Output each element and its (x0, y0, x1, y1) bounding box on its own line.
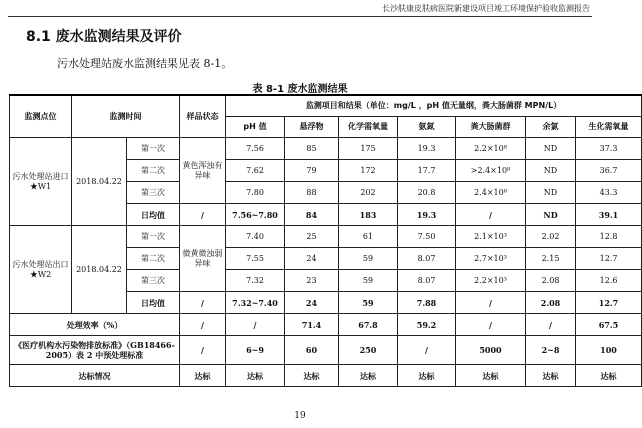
table-row (10, 138, 642, 160)
avg-state: / (180, 204, 226, 226)
value-cell: 24 (285, 248, 339, 270)
header-item: 粪大肠菌群 (456, 117, 526, 138)
value-cell: / (456, 292, 526, 314)
value-cell: 172 (339, 160, 398, 182)
value-cell: 59 (339, 292, 398, 314)
value-cell: 12.7 (576, 292, 642, 314)
value-cell: 7.32 (226, 270, 285, 292)
value-cell: 达标 (456, 365, 526, 387)
value-cell: 59.2 (398, 314, 456, 336)
value-cell: 59 (339, 248, 398, 270)
value-cell: 175 (339, 138, 398, 160)
section-name: 废水监测结果及评价 (55, 29, 182, 45)
value-cell: 7.56 (226, 138, 285, 160)
value-cell: 7.40 (226, 226, 285, 248)
header-item: pH 值 (226, 117, 285, 138)
value-cell: 达标 (398, 365, 456, 387)
value-cell: 2.2×10⁸ (456, 138, 526, 160)
value-cell: / (456, 204, 526, 226)
value-cell: 达标 (526, 365, 576, 387)
avg-label: 日均值 (127, 292, 180, 314)
header-result-group: 监测项目和结果（单位：mg/L ，pH 值无量纲，粪大肠菌群 MPN/L） (226, 95, 642, 117)
standard-state: / (180, 336, 226, 365)
value-cell: 达标 (180, 365, 226, 387)
value-cell: 39.1 (576, 204, 642, 226)
value-cell: 2.4×10⁸ (456, 182, 526, 204)
table-row-standard (10, 336, 642, 365)
section-title (26, 26, 182, 46)
value-cell: 6~9 (226, 336, 285, 365)
value-cell: 2.08 (526, 270, 576, 292)
value-cell: 达标 (339, 365, 398, 387)
page-number: 19 (294, 411, 306, 421)
sample-state: 黄色浑浊有异味 (180, 138, 226, 204)
report-header-title: 长沙肤康皮肤病医院新建设项目竣工环境保护验收监测报告 (382, 4, 590, 13)
value-cell: 2.2×10³ (456, 270, 526, 292)
section-number: 8.1 (26, 29, 51, 45)
header-item: 氨氮 (398, 117, 456, 138)
value-cell: 19.3 (398, 204, 456, 226)
value-cell: 17.7 (398, 160, 456, 182)
run-label: 第三次 (127, 182, 180, 204)
value-cell: 2.7×10³ (456, 248, 526, 270)
run-label: 第二次 (127, 248, 180, 270)
value-cell: 8.07 (398, 270, 456, 292)
value-cell: 20.8 (398, 182, 456, 204)
value-cell: 2.15 (526, 248, 576, 270)
site-name: 污水处理站进口★W1 (10, 138, 72, 226)
site-date: 2018.04.22 (72, 226, 127, 314)
site-name: 污水处理站出口★W2 (10, 226, 72, 314)
site-date: 2018.04.22 (72, 138, 127, 226)
header-item: 生化需氧量 (576, 117, 642, 138)
value-cell: 7.80 (226, 182, 285, 204)
sample-state: 微黄微浊弱异味 (180, 226, 226, 292)
run-label: 第一次 (127, 138, 180, 160)
value-cell: ND (526, 138, 576, 160)
value-cell: 100 (576, 336, 642, 365)
value-cell: 25 (285, 226, 339, 248)
header-time: 监测时间 (72, 95, 180, 138)
intro-paragraph: 污水处理站废水监测结果见表 8-1。 (57, 57, 233, 70)
value-cell: 达标 (576, 365, 642, 387)
run-label: 第三次 (127, 270, 180, 292)
value-cell: 7.56~7.80 (226, 204, 285, 226)
table-header-row-1 (10, 95, 642, 117)
value-cell: 7.88 (398, 292, 456, 314)
table-caption: 表 8-1 废水监测结果 (252, 84, 348, 95)
value-cell: 250 (339, 336, 398, 365)
value-cell: 202 (339, 182, 398, 204)
value-cell: / (456, 314, 526, 336)
value-cell: 67.8 (339, 314, 398, 336)
value-cell: 12.7 (576, 248, 642, 270)
avg-state: / (180, 292, 226, 314)
table-row-efficiency (10, 314, 642, 336)
header-rule (8, 16, 592, 17)
value-cell: ND (526, 182, 576, 204)
value-cell: 23 (285, 270, 339, 292)
value-cell: 达标 (285, 365, 339, 387)
header-sample-state: 样品状态 (180, 95, 226, 138)
value-cell: 60 (285, 336, 339, 365)
value-cell: / (226, 314, 285, 336)
value-cell: 24 (285, 292, 339, 314)
run-label: 第二次 (127, 160, 180, 182)
value-cell: 37.3 (576, 138, 642, 160)
efficiency-label: 处理效率（%） (10, 314, 180, 336)
value-cell: 12.8 (576, 226, 642, 248)
value-cell: / (398, 336, 456, 365)
value-cell: / (526, 314, 576, 336)
value-cell: 5000 (456, 336, 526, 365)
header-item: 化学需氧量 (339, 117, 398, 138)
compliance-label: 达标情况 (10, 365, 180, 387)
value-cell: 61 (339, 226, 398, 248)
value-cell: 达标 (226, 365, 285, 387)
avg-label: 日均值 (127, 204, 180, 226)
efficiency-state: / (180, 314, 226, 336)
value-cell: 12.6 (576, 270, 642, 292)
value-cell: 79 (285, 160, 339, 182)
header-point: 监测点位 (10, 95, 72, 138)
value-cell: 59 (339, 270, 398, 292)
value-cell: 7.50 (398, 226, 456, 248)
value-cell: 2.08 (526, 292, 576, 314)
run-label: 第一次 (127, 226, 180, 248)
value-cell: 85 (285, 138, 339, 160)
value-cell: 7.55 (226, 248, 285, 270)
value-cell: 84 (285, 204, 339, 226)
value-cell: 36.7 (576, 160, 642, 182)
value-cell: 8.07 (398, 248, 456, 270)
wastewater-results-table (9, 94, 642, 387)
value-cell: 67.5 (576, 314, 642, 336)
value-cell: 183 (339, 204, 398, 226)
value-cell: 2.02 (526, 226, 576, 248)
value-cell: 88 (285, 182, 339, 204)
value-cell: 43.3 (576, 182, 642, 204)
value-cell: 7.32~7.40 (226, 292, 285, 314)
table-row-compliance (10, 365, 642, 387)
standard-label: 《医疗机构水污染物排放标准》（GB18466-2005）表 2 中预处理标准 (10, 336, 180, 365)
value-cell: ND (526, 160, 576, 182)
value-cell: 19.3 (398, 138, 456, 160)
value-cell: 2.1×10³ (456, 226, 526, 248)
header-item: 余氯 (526, 117, 576, 138)
value-cell: ND (526, 204, 576, 226)
value-cell: 7.62 (226, 160, 285, 182)
header-item: 悬浮物 (285, 117, 339, 138)
value-cell: >2.4×10⁸ (456, 160, 526, 182)
value-cell: 2~8 (526, 336, 576, 365)
value-cell: 71.4 (285, 314, 339, 336)
table-row (10, 226, 642, 248)
